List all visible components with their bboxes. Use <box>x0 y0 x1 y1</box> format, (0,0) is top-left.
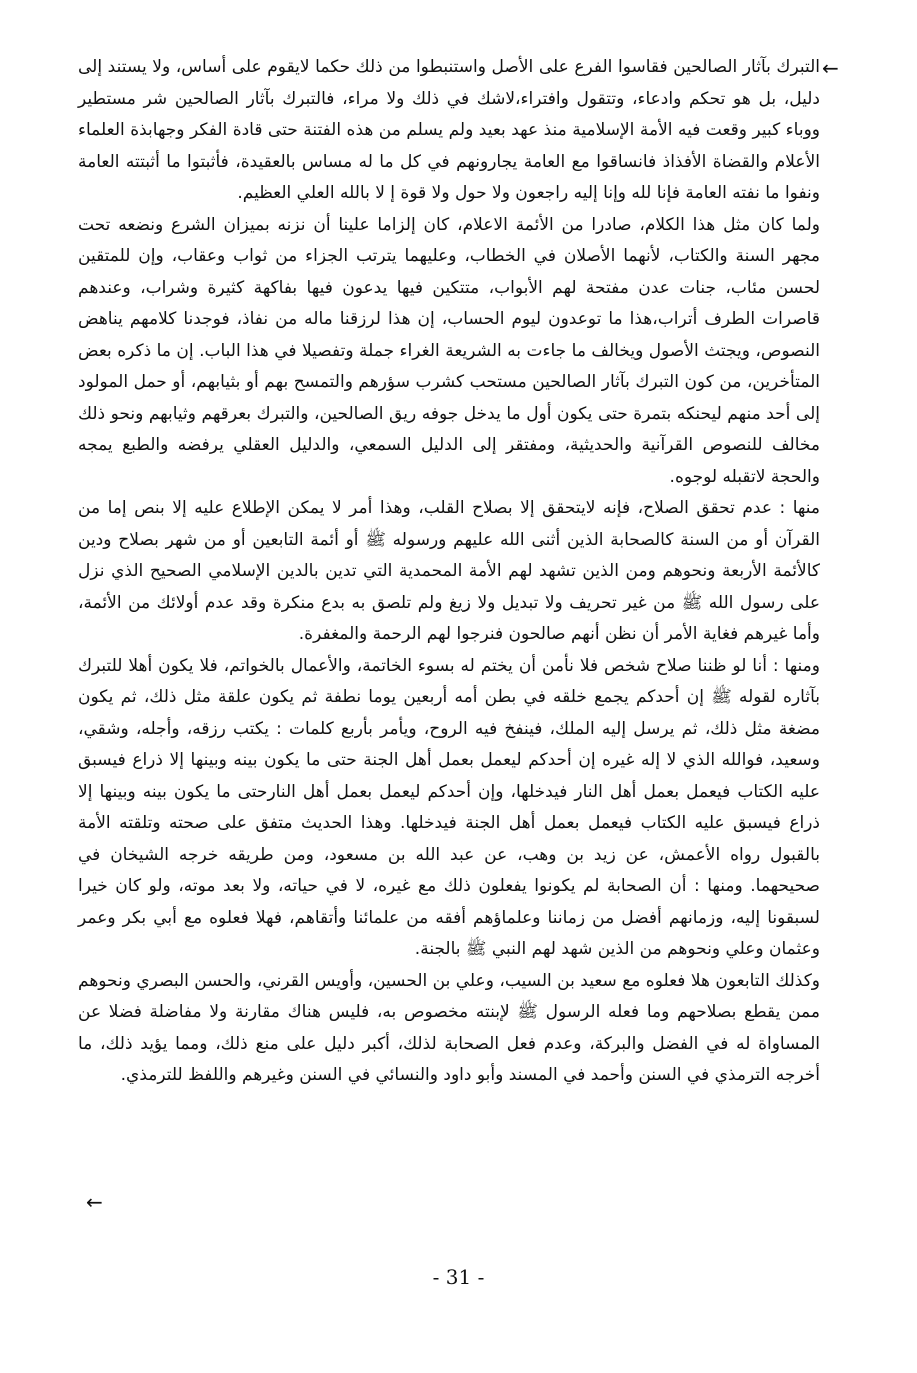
paragraph-5: وكذلك التابعون هلا فعلوه مع سعيد بن السيب، وعلي بن الحسين، وأويس القرني، والحسن البصري ونحوهم ممن يقطع بصلاحهم وما فعله الرسول ﷺ لإبنته مخصوص به، فليس هناك مقارنة ولا مفاضلة فضلا عن المساواة له في الفضل والبركة، وعدم فعل الصحابة لذلك، أكبر دليل على منع ذلك، ومما يؤيد ذلك، ما أخرجه الترمذي في السنن وأحمد في المسند وأبو داود والنسائي في السنن وغيرهم واللفظ للترمذي. <box>78 970 820 1085</box>
page-body <box>78 52 820 1092</box>
continuation-arrow-bottom-icon: ← <box>86 1190 103 1214</box>
page-number: - 31 - <box>432 1265 485 1289</box>
paragraph-3: منها : عدم تحقق الصلاح، فإنه لايتحقق إلا بصلاح القلب، وهذا أمر لا يمكن الإطلاع عليه إلا بنص إما من القرآن أو من السنة كالصحابة الذين أثنى الله عليهم ورسوله ﷺ أو أئمة التابعين أو من شهر بصلاح ودين كالأئمة الأربعة ونحوهم ومن الذين تشهد لهم الأمة المحمدية التي تدين بالدين الإسلامي الصحيح الذي نزل على رسول الله ﷺ من غير تحريف ولا تبديل ولا زيغ ولم تلصق به بدع منكرة وقد عدم أولائك من الأئمة، وأما غيرهم فغاية الأمر أن نظن أنهم صالحون فنرجوا لهم الرحمة والمغفرة. <box>78 498 820 644</box>
paragraph-1: التبرك بآثار الصالحين فقاسوا الفرع على الأصل واستنبطوا من ذلك حكما لايقوم على أساس، ولا يستند إلى دليل، بل هو تحكم وادعاء، وتتقول وافتراء،لاشك في ذلك ولا مراء، فالتبرك بآثار الصالحين شر مستطير ووباء كبير وقعت فيه الأمة الإسلامية منذ عهد بعيد ولم يسلم من هذه الفتنة حتى قادة الفكر وجهابذة العلماء الأعلام والقضاة الأفذاذ فانساقوا مع العامة يجارونهم في كل ما له مساس بالعقيدة، فأثبتوا ما أثبتته العامة ونفوا ما نفته العامة فإنا لله وإنا إليه راجعون ولا حول ولا قوة إ لا بالله العلي العظيم. <box>78 57 820 203</box>
paragraph-2: ولما كان مثل هذا الكلام، صادرا من الأئمة الاعلام، كان إلزاما علينا أن نزنه بميزان الشرع ونضعه تحت مجهر السنة والكتاب، لأنهما الأصلان في الخطاب، وعليهما يترتب الجزاء من ثواب وعقاب، وإن للمتقين لحسن مئاب، جنات عدن مفتحة لهم الأبواب، متتكين فيها يدعون فيها بفاكهة كثيرة وشراب، وعندهم قاصرات الطرف أتراب،هذا ما توعدون ليوم الحساب، إن هذا لرزقنا ماله من نفاذ، فوجدنا كلامهم يناهض النصوص، ويجتث الأصول ويخالف ما جاءت به الشريعة الغراء جملة وتفصيلا في هذا الباب. إن ما ذكره بعض المتأخرين، من كون التبرك بآثار الصالحين مستحب كشرب سؤرهم والتمسح بهم أو بثيابهم، أو حمل المولود إلى أحد منهم ليحنكه بتمرة حتى يكون أول ما يدخل جوفه ريق الصالحين، والتبرك بعرقهم وثيابهم ونحو ذلك مخالف للنصوص القرآنية والحديثية، ومفتقر إلى الدليل السمعي، والدليل العقلي يرفضه والطبع يمجه والحجة لاتقبله لوجوه. <box>78 214 820 487</box>
continuation-arrow-icon: ← <box>822 56 839 80</box>
paragraph-4: ومنها : أنا لو ظننا صلاح شخص فلا نأمن أن يختم له بسوء الخاتمة، والأعمال بالخواتم، فلا يكون أهلا للتبرك بآثاره لقوله ﷺ إن أحدكم يجمع خلقه في بطن أمه أربعين يوما نطفة ثم يكون علقة مثل ذلك، ثم يكون مضغة مثل ذلك، ثم يرسل إليه الملك، فينفخ فيه الروح، ويأمر بأربع كلمات : يكتب رزقه، وأجله، وشقي، وسعيد، فوالله الذي لا إله غيره إن أحدكم ليعمل بعمل أهل الجنة حتى ما يكون بينه وبينها إلا ذراع فيسبق عليه الكتاب فيعمل بعمل أهل النار فيدخلها، وإن أحدكم ليعمل بعمل أهل النارحتى ما يكون بينه وبينها إلا ذراع فيسبق عليه الكتاب فيعمل بعمل أهل الجنة فيدخلها. وهذا الحديث متفق على صحته وتلقته الأمة بالقبول رواه الأعمش، عن زيد بن وهب، عن عبد الله بن مسعود، ومن طريقه خرجه الشيخان في صحيحهما. ومنها : أن الصحابة لم يكونوا يفعلون ذلك مع غيره، لا في حياته، ولا بعد موته، ولو كان خيرا لسبقونا إليه، وزمانهم أفضل من زماننا وعلماؤهم أفقه من علمائنا وأتقاهم، فهلا فعلوه مع أبي بكر وعمر وعثمان وعلي ونحوهم من الذين شهد لهم النبي ﷺ بالجنة. <box>78 655 820 959</box>
